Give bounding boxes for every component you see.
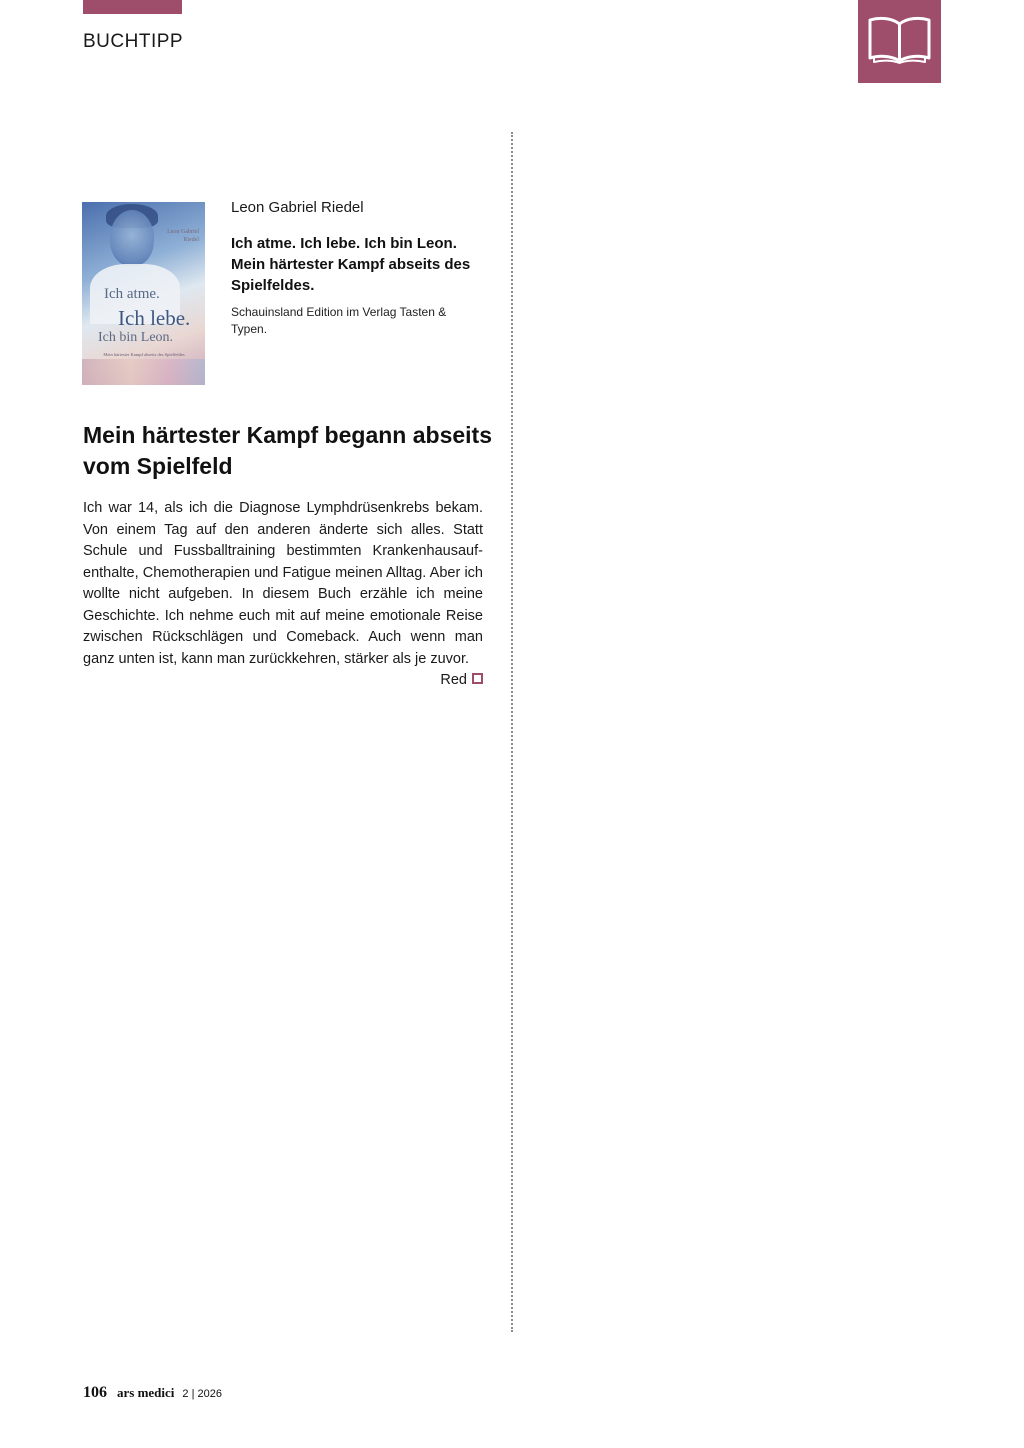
end-mark-icon: [472, 673, 483, 684]
article-body-text: Ich war 14, als ich die Diagnose Lymphdrüsenkrebs bekam. Von einem Tag auf den anderen änderte sich alles. Statt Schule und Fussballtraining bestimmten Krankenhausaufenthalte, Chemotherapien und Fatigue meinen Alltag. Aber ich wollte nicht aufgeben. In diesem Buch erzähle ich meine Geschichte. Ich nehme euch mit auf meine emotionale Reise zwischen Rückschlägen und Comeback. Auch wenn man ganz unten ist, kann man zurückkehren, stärker als je zuvor.: [83, 500, 483, 667]
byline-text: Red: [440, 672, 467, 688]
cover-subtitle: Mein härtester Kampf abseits des Spielfeldes: [103, 352, 185, 357]
top-accent-bar: [83, 0, 182, 14]
article-headline: Mein härtester Kampf begann abseits vom Spielfeld: [83, 422, 492, 479]
cover-title-line3: Ich bin Leon.: [98, 330, 174, 345]
magazine-name: ars medici: [117, 1385, 175, 1400]
page-number: 106: [83, 1384, 107, 1401]
cover-title-line1: Ich atme.: [104, 286, 160, 302]
page-footer: [83, 1384, 222, 1402]
open-book-icon: [866, 14, 933, 64]
cover-title-line2: Ich lebe.: [118, 306, 191, 330]
book-publisher: Schauinsland Edition im Verlag Tasten & Typen.: [231, 305, 447, 336]
book-cover-image: [82, 202, 205, 385]
column-divider: [511, 132, 513, 1332]
article-byline: [440, 670, 483, 692]
article-body: [83, 498, 483, 692]
issue-number: 2 | 2026: [182, 1388, 222, 1400]
cover-author: Leon Gabriel Riedel: [167, 229, 199, 243]
section-tab: [858, 0, 941, 83]
book-author: Leon Gabriel Riedel: [231, 199, 364, 216]
book-title: Ich atme. Ich lebe. Ich bin Leon. Mein härtester Kampf abseits des Spielfeldes.: [231, 235, 471, 294]
section-label: BUCHTIPP: [83, 31, 184, 52]
